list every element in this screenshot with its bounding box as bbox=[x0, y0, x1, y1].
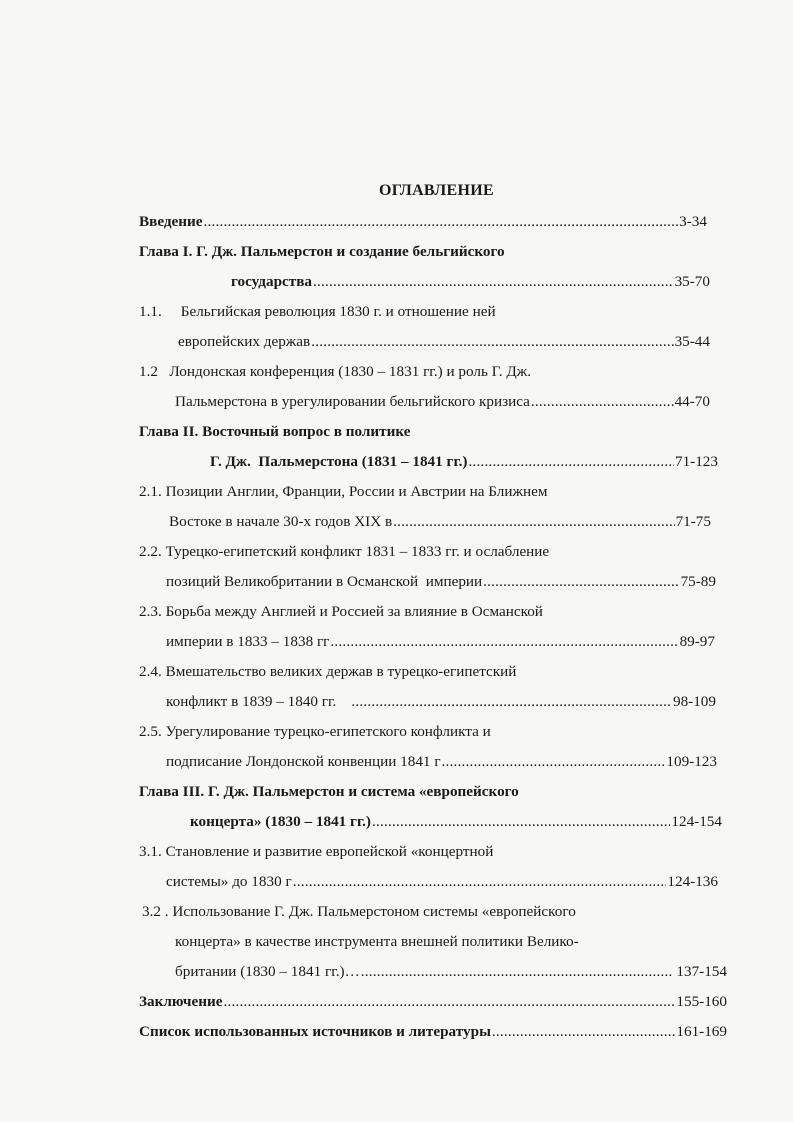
entry-text: 2.4. Вмешательство великих держав в турецко-египетский bbox=[139, 663, 517, 680]
entry-page: 155-160 bbox=[676, 993, 727, 1010]
entry-text: подписание Лондонской конвенции 1841 г bbox=[166, 753, 441, 770]
leader-dots bbox=[293, 872, 667, 892]
toc-title: ОГЛАВЛЕНИЕ bbox=[379, 182, 494, 199]
toc-entry-chapter-2-cont bbox=[210, 452, 718, 472]
entry-page: 89-97 bbox=[679, 633, 715, 650]
toc-entry-3-1-cont bbox=[166, 872, 718, 892]
entry-page: 124-154 bbox=[671, 813, 722, 830]
entry-text: концерта» в качестве инструмента внешней политики Велико- bbox=[175, 933, 579, 950]
entry-text: Глава III. Г. Дж. Пальмерстон и система «европейского bbox=[139, 783, 519, 800]
toc-entry-2-5-cont bbox=[166, 752, 717, 772]
toc-entry-introduction bbox=[139, 212, 707, 232]
entry-page: 71-75 bbox=[675, 513, 711, 530]
entry-page: 75-89 bbox=[680, 573, 716, 590]
entry-text: Список использованных источников и литературы bbox=[139, 1023, 491, 1040]
entry-page: 161-169 bbox=[676, 1023, 727, 1040]
leader-dots bbox=[393, 512, 674, 532]
toc-entry-3-1 bbox=[139, 842, 493, 862]
entry-text: 2.3. Борьба между Англией и Россией за влияние в Османской bbox=[139, 603, 543, 620]
toc-entry-1-2-cont bbox=[175, 392, 710, 412]
leader-dots bbox=[468, 452, 673, 472]
leader-dots bbox=[372, 812, 670, 832]
toc-entry-2-3 bbox=[139, 602, 543, 622]
leader-dots bbox=[204, 212, 679, 232]
toc-entry-2-1-cont bbox=[169, 512, 711, 532]
toc-entry-bibliography bbox=[139, 1022, 727, 1042]
toc-entry-2-4-cont bbox=[166, 692, 716, 712]
toc-entry-3-2 bbox=[142, 902, 576, 922]
entry-text: 2.1. Позиции Англии, Франции, России и Австрии на Ближнем bbox=[139, 483, 548, 500]
entry-text: 3.2 . Использование Г. Дж. Пальмерстоном системы «европейского bbox=[142, 903, 576, 920]
leader-dots bbox=[313, 272, 674, 292]
leader-dots bbox=[531, 392, 674, 412]
entry-text: Пальмерстона в урегулировании бельгийского кризиса bbox=[175, 393, 530, 410]
entry-text: 1.1. Бельгийская революция 1830 г. и отношение ней bbox=[139, 303, 496, 320]
leader-dots bbox=[351, 692, 672, 712]
toc-entry-chapter-1 bbox=[139, 242, 505, 262]
entry-text: 2.2. Турецко-египетский конфликт 1831 – 1833 гг. и ослабление bbox=[139, 543, 550, 560]
toc-entry-chapter-3 bbox=[139, 782, 519, 802]
entry-text: позиций Великобритании в Османской империи bbox=[166, 573, 483, 590]
entry-text: Г. Дж. Пальмерстона (1831 – 1841 гг.) bbox=[210, 453, 468, 470]
entry-text: концерта» (1830 – 1841 гг.) bbox=[190, 813, 371, 830]
leader-dots bbox=[330, 632, 678, 652]
entry-page: 44-70 bbox=[674, 393, 710, 410]
leader-dots bbox=[223, 992, 675, 1012]
toc-entry-2-1 bbox=[139, 482, 548, 502]
toc-entry-3-2-cont-1 bbox=[175, 932, 579, 952]
toc-entry-2-3-cont bbox=[166, 632, 715, 652]
entry-text: 3.1. Становление и развитие европейской «концертной bbox=[139, 843, 494, 860]
toc-entry-1-2 bbox=[139, 362, 531, 382]
toc-entry-chapter-3-cont bbox=[190, 812, 722, 832]
toc-entry-2-5 bbox=[139, 722, 491, 742]
toc-entry-conclusion bbox=[139, 992, 727, 1012]
leader-dots bbox=[483, 572, 679, 592]
toc-entry-chapter-1-cont bbox=[231, 272, 710, 292]
toc-entry-chapter-2 bbox=[139, 422, 410, 442]
entry-page: 3-34 bbox=[679, 213, 707, 230]
entry-text: государства bbox=[231, 273, 313, 290]
leader-dots bbox=[311, 332, 673, 352]
entry-text: Востоке в начале 30-х годов XIX в bbox=[169, 513, 393, 530]
entry-text: Заключение bbox=[139, 993, 223, 1010]
toc-entry-1-1-cont bbox=[178, 332, 710, 352]
entry-page: 35-70 bbox=[674, 273, 710, 290]
entry-text: 2.5. Урегулирование турецко-египетского конфликта и bbox=[139, 723, 491, 740]
toc-entry-2-4 bbox=[139, 662, 516, 682]
entry-text: европейских держав bbox=[178, 333, 311, 350]
entry-text: системы» до 1830 г bbox=[166, 873, 292, 890]
entry-page: 109-123 bbox=[666, 753, 717, 770]
toc-entry-2-2 bbox=[139, 542, 549, 562]
entry-page: 35-44 bbox=[674, 333, 710, 350]
entry-page: 71-123 bbox=[674, 453, 718, 470]
leader-dots bbox=[492, 1022, 675, 1042]
toc-entry-3-2-cont-2 bbox=[175, 962, 727, 982]
entry-text: Глава II. Восточный вопрос в политике bbox=[139, 423, 411, 440]
entry-text: британии (1830 – 1841 гг.)… bbox=[175, 963, 360, 980]
entry-text: империи в 1833 – 1838 гг bbox=[166, 633, 330, 650]
entry-page: 124-136 bbox=[667, 873, 718, 890]
entry-text: Введение bbox=[139, 213, 203, 230]
entry-page: 137-154 bbox=[672, 963, 727, 980]
leader-dots bbox=[442, 752, 666, 772]
entry-text: Глава I. Г. Дж. Пальмерстон и создание бельгийского bbox=[139, 243, 505, 260]
toc-entry-2-2-cont bbox=[166, 572, 716, 592]
entry-page: 98-109 bbox=[672, 693, 716, 710]
entry-text: 1.2 Лондонская конференция (1830 – 1831 гг.) и роль Г. Дж. bbox=[139, 363, 532, 380]
toc-entry-1-1 bbox=[139, 302, 496, 322]
entry-text: конфликт в 1839 – 1840 гг. bbox=[166, 693, 337, 710]
leader-dots bbox=[361, 962, 672, 982]
